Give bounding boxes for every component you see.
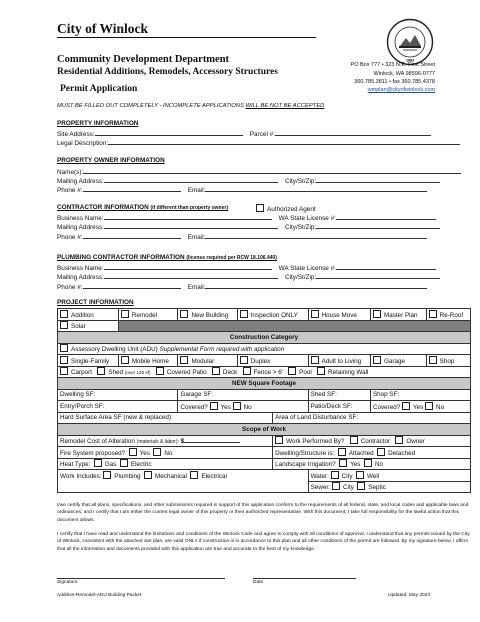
dwelling-sf[interactable]: Dwelling SF: [58,389,178,401]
email-link[interactable]: wmplan@cityofwinlock.com [367,87,435,93]
owner-city-label: City/St/Zip: [285,178,317,185]
checkbox[interactable] [60,321,68,329]
type-house-move[interactable]: House Move [308,309,370,321]
certification-paragraph-1: I/we certify that all plans, specifications, and other submissions required in support of this application conform to the requirements of all federal, state, and local codes and applicable laws and ordinances; and I certify that I am either the current legal owner of this property or their authorized representative. With this document, I take full responsibility for the lawful action that this document allows. [57,503,469,523]
cat-fence[interactable]: Fence > 6' [243,369,283,376]
sewer-type[interactable]: Sewer: City Septic [308,481,470,493]
checkbox[interactable] [210,402,218,410]
site-parcel-row [57,129,431,138]
contractor-email-field[interactable] [205,232,427,239]
checkbox[interactable] [153,448,161,456]
checkbox[interactable] [357,482,365,490]
checkbox[interactable] [373,356,381,364]
project-info-table [57,308,471,493]
contractor-business-row: Business Name: WA State License #: [57,213,436,222]
department-name: Community Development Department [57,54,230,65]
patio-deck-sf[interactable]: Patio/Deck SF: [308,401,370,413]
legal-row [57,138,460,147]
owner-mailing-label: Mailing Address: [57,178,104,185]
checkbox[interactable] [180,356,188,364]
checkbox[interactable] [129,448,137,456]
contractor-mailing-row: Mailing Address: City/St/Zip: [57,222,440,231]
authorized-agent-checkbox[interactable] [256,204,264,212]
owner-email-label: Email: [187,187,206,194]
checkbox[interactable] [429,356,437,364]
city-name: City of Winlock [57,21,149,36]
form-title: Permit Application [60,84,138,94]
cost-of-alteration[interactable]: Remodel Cost of Alteration (materials & labor): $ [58,435,273,447]
heat-type[interactable]: Heat Type: Gas Electric [58,458,273,470]
certification-paragraph-2: I certify that I have read and understand the limitations and conditions of the Winlock Code and agree to comply with all conditions of approval. I understand that any permits issued by the City of Winlock, consistent with the attached site plan, are valid ONLY if construction is in accordance to this plan and all other conditions of the permit are followed. By my signature below, I affirm that all the information and documents provided with this application are true and accurate to the best of my knowledge. [57,532,470,552]
legal-field[interactable] [108,138,460,145]
water-source[interactable]: Water: City Well [308,470,470,482]
work-includes-row [58,470,471,482]
entry-covered[interactable]: Covered? Yes No [178,401,308,413]
plumbing-phone-field[interactable] [83,282,181,289]
owner-phone-label: Phone #: [57,187,83,194]
shop-sf[interactable]: Shop SF: [370,389,470,401]
checkbox[interactable] [60,367,68,375]
type-solar[interactable]: Solar [58,320,119,332]
land-disturbance-sf[interactable]: Area of Land Disturbance SF: [273,412,471,424]
legal-label: Legal Description: [57,140,109,147]
adu-option[interactable]: Assessory Dwelling Unit (ADU) Supplemental Form required with application [58,343,471,355]
plumbing-business-row: Business Name: WA State License #: [57,263,436,272]
signature-line[interactable] [57,578,225,579]
property-section-title: PROPERTY INFORMATION [57,120,139,127]
checkbox[interactable] [373,310,381,318]
site-address-label: Site Address: [57,131,95,138]
owner-name-label: Name(s): [57,169,84,176]
owner-section-title: PROPERTY OWNER INFORMATION [57,157,165,164]
owner-name-field[interactable] [83,167,461,174]
checkbox[interactable] [212,367,220,375]
work-performed-by[interactable]: Work Performed By? Contractor Owner [273,435,471,447]
parcel-field[interactable] [275,129,431,136]
construction-category-header: Construction Category [58,332,471,344]
checkbox[interactable] [425,402,433,410]
parcel-label: Parcel #: [249,131,275,138]
city-underline [57,37,316,38]
cat-carport[interactable]: Carport [60,369,92,376]
footer-left: Addition-Remodel-ADU Building Packet [57,593,142,598]
date-line[interactable] [253,578,356,579]
owner-city-field[interactable] [316,176,440,183]
type-remodel[interactable]: Remodel [118,309,178,321]
owner-phone-row [57,185,427,194]
phone-fax: 360.785.3811 • fax 360.785.4378 [354,79,435,85]
adu-row [58,343,471,355]
city-seal-icon [386,18,434,66]
cat-garage[interactable]: Garage [370,355,426,367]
plumbing-license-field[interactable] [336,263,436,270]
cat-mobile-home[interactable]: Mobile Home [118,355,178,367]
plumbing-section-title: PLUMBING CONTRACTOR INFORMATION (license required per RCW 18.106.440) [57,254,277,261]
contractor-business-field[interactable] [104,213,272,220]
contractor-phone-field[interactable] [83,232,181,239]
dwelling-structure[interactable]: Dwelling/Structure is: Attached Detached [273,447,471,459]
category-row-2 [58,366,471,378]
cat-covered-patio[interactable]: Covered Patio [156,369,207,376]
checkbox[interactable] [338,448,346,456]
cat-single-family[interactable]: Single-Family [58,355,119,367]
owner-email-field[interactable] [205,185,427,192]
work-includes[interactable]: Work Includes: Plumbing Mechanical Electrical [58,470,309,493]
grey-filler [118,320,470,332]
sqft-row-3 [58,412,471,424]
project-section-title: PROJECT INFORMATION [57,299,134,306]
checkbox[interactable] [103,471,111,479]
checkbox[interactable] [402,402,410,410]
checkbox[interactable] [240,310,248,318]
owner-mailing-field[interactable] [104,176,278,183]
plumbing-phone-row: Phone #: Email: [57,282,427,291]
checkbox[interactable] [60,344,68,352]
type-new-building[interactable]: New Building [178,309,237,321]
form-subtitle: Residential Additions, Remodels, Accessory Structures [57,67,278,77]
checkbox[interactable] [364,459,372,467]
cost-row [58,435,471,447]
type-inspection-only[interactable]: Inspection ONLY [237,309,308,321]
sqft-row-2 [58,401,471,413]
contractor-license-field[interactable] [336,213,436,220]
contractor-section-title: CONTRACTOR INFORMATION (if different than property owner) [57,204,228,211]
contractor-mailing-field[interactable] [104,222,278,229]
owner-mailing-row [57,176,440,185]
project-type-row-2 [58,320,471,332]
checkbox[interactable] [377,448,385,456]
sqft-row-1 [58,389,471,401]
cat-pool[interactable]: Pool [288,369,312,376]
checkbox[interactable] [311,310,319,318]
checkbox[interactable] [60,356,68,364]
checkbox[interactable] [311,356,319,364]
hard-surface-sf[interactable]: Hard Surface Area SF (new & replaced): [58,412,273,424]
type-master-plan[interactable]: Master Plan [370,309,426,321]
site-address-field[interactable] [95,129,243,136]
shed-sf[interactable]: Shed SF: [308,389,370,401]
checkbox[interactable] [240,356,248,364]
checkbox[interactable] [60,310,68,318]
checkbox[interactable] [243,367,251,375]
contractor-city-field[interactable] [316,222,440,229]
plumbing-mailing-row: Mailing Address: City/St/Zip: [57,272,440,281]
project-type-row-1 [58,309,471,321]
owner-name-row [57,167,461,176]
fire-row [58,447,471,459]
blank-field-line[interactable] [184,436,240,443]
checkbox[interactable] [332,482,340,490]
cat-duplex[interactable]: Duplex [237,355,308,367]
checkbox[interactable] [144,471,152,479]
checkbox[interactable] [356,471,364,479]
patio-covered[interactable]: Covered? Yes No [370,401,470,413]
cat-shop[interactable]: Shop [426,355,470,367]
cat-retaining-wall[interactable]: Retaining Wall [317,369,368,376]
cat-adult-living[interactable]: Adult to Living [308,355,370,367]
plumbing-email-field[interactable] [205,282,427,289]
checkbox[interactable] [275,436,283,444]
garage-sf[interactable]: Garage SF: [178,389,308,401]
checkbox[interactable] [190,471,198,479]
checkbox[interactable] [350,436,358,444]
heat-row [58,458,471,470]
checkbox[interactable] [395,436,403,444]
plumbing-business-field[interactable] [104,263,272,270]
signature-label: Signature [57,580,78,585]
landscape-irrigation[interactable]: Landscape Irrigation? Yes No [273,458,471,470]
checkbox[interactable] [120,459,128,467]
entry-porch-sf[interactable]: Entry/Porch SF: [58,401,178,413]
checkbox[interactable] [339,459,347,467]
checkbox[interactable] [121,356,129,364]
checkbox[interactable] [233,402,241,410]
completion-warning: MUST BE FILLED OUT COMPLETELY - INCOMPLETE APPLICATIONS WILL BE NOT BE ACCEPTED [57,103,325,109]
plumbing-city-field[interactable] [316,272,440,279]
checkbox[interactable] [121,310,129,318]
owner-phone-field[interactable] [83,185,181,192]
checkbox[interactable] [180,310,188,318]
date-label: Date [253,580,264,585]
seal-year: 1883 [406,58,414,63]
scope-header: Scope of Work [58,424,471,436]
checkbox[interactable] [288,367,296,375]
authorized-agent-option[interactable]: Authorized Agent [256,204,316,213]
checkbox[interactable] [94,459,102,467]
plumbing-mailing-field[interactable] [104,272,278,279]
category-row-2-cell [58,366,471,378]
cat-deck[interactable]: Deck [212,369,237,376]
footer-right: Updated: May 2023 [388,593,430,598]
cat-modular[interactable]: Modular [178,355,237,367]
checkbox[interactable] [97,367,105,375]
sqft-header: NEW Square Footage [58,378,471,390]
checkbox[interactable] [429,310,437,318]
contractor-phone-row: Phone #: Email: [57,232,427,241]
checkbox[interactable] [156,367,164,375]
address-line-1: PO Box 777 • 323 N.E. First Street [350,62,435,68]
checkbox[interactable] [331,471,339,479]
fire-system[interactable]: Fire System proposed? Yes No [58,447,273,459]
type-re-roof[interactable]: Re-Roof [426,309,470,321]
type-addition[interactable]: Addition [58,309,119,321]
address-line-2: Winlock, WA 98596-0777 [373,71,435,77]
checkbox[interactable] [317,367,325,375]
category-row-1 [58,355,471,367]
cat-shed[interactable]: Shed (over 120 sf) [97,369,150,376]
